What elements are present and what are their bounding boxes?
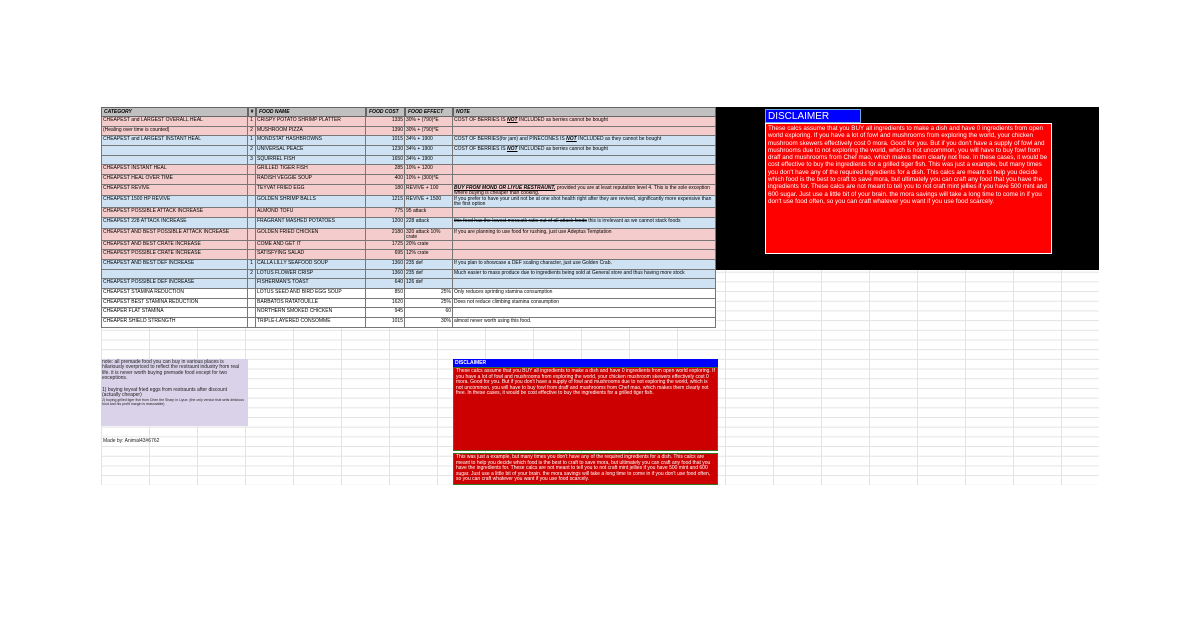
table-row <box>101 318 716 328</box>
cell-category[interactable]: CHEAPEST BEST STAMINA REDUCTION <box>101 299 248 309</box>
cell-rank[interactable] <box>248 241 256 251</box>
cell-food-cost[interactable]: 285 <box>366 165 405 175</box>
cell-food-effect[interactable]: 34% + 1900 <box>405 156 453 166</box>
cell-note[interactable] <box>453 218 716 230</box>
note-text: Only reduces sprinting stamina consumption <box>454 288 553 295</box>
cell-category[interactable]: (Healing over time is counted) <box>101 127 248 137</box>
cell-food-cost[interactable]: 775 <box>366 208 405 218</box>
note-emphasis: BUY FROM MOND OR LIYUE RESTRAUNT, <box>454 184 556 191</box>
cell-note[interactable] <box>453 196 716 208</box>
cell-rank[interactable] <box>248 185 256 197</box>
cell-category[interactable]: CHEAPEST HEAL OVER TIME <box>101 175 248 185</box>
cell-food-name[interactable]: MONDSTAT HASHBROWNS <box>256 136 366 146</box>
cell-category[interactable]: CHEAPER FLAT STAMINA <box>101 308 248 318</box>
cell-food-name[interactable]: RADISH VEGGIE SOUP <box>256 175 366 185</box>
spreadsheet-grid[interactable] <box>101 107 1099 485</box>
cell-rank[interactable] <box>248 318 256 328</box>
side-note-exception-1: 1) buying teyvat fried eggs from restraunts after discount (actually cheaper) <box>102 386 228 399</box>
header-food-effect[interactable]: FOOD EFFECT <box>405 107 453 117</box>
header-note[interactable]: NOTE <box>453 107 716 117</box>
cell-food-name[interactable]: SATISFYING SALAD <box>256 250 366 260</box>
cell-category[interactable]: CHEAPEST AND BEST POSSIBLE ATTACK INCREASE <box>101 229 248 241</box>
cell-food-effect[interactable]: 20% crate <box>405 241 453 251</box>
cell-rank[interactable] <box>248 299 256 309</box>
note-text-rest: INCLUDED as berries cannot be bought <box>517 146 608 153</box>
cell-food-cost[interactable]: 1620 <box>366 299 405 309</box>
cell-category[interactable]: CHEAPEST and LARGEST INSTANT HEAL <box>101 136 248 146</box>
cell-category[interactable]: CHEAPEST AND BEST CRATE INCREASE <box>101 241 248 251</box>
cell-food-name[interactable]: CRISPY POTATO SHRIMP PLATTER <box>256 117 366 127</box>
table-row <box>101 308 716 318</box>
cell-food-effect[interactable]: 235 def <box>405 270 453 280</box>
cell-food-name[interactable]: TEYVAT FRIED EGG <box>256 185 366 197</box>
cell-rank[interactable] <box>248 229 256 241</box>
cell-category[interactable]: CHEAPEST REVIVE <box>101 185 248 197</box>
cell-note[interactable] <box>453 279 716 289</box>
note-text: COST OF BERRIES IS <box>454 117 507 123</box>
table-row <box>101 136 716 146</box>
cell-food-name[interactable]: SQUIRREL FISH <box>256 156 366 166</box>
cell-food-name[interactable]: GOLDEN FRIED CHICKEN <box>256 229 366 241</box>
cell-rank[interactable]: 1 <box>248 117 256 127</box>
header-category[interactable]: CATEGORY <box>101 107 248 117</box>
table-row <box>101 165 716 175</box>
disclaimer-title[interactable]: DISCLAIMER <box>765 109 861 123</box>
cell-food-effect[interactable]: 126 def <box>405 279 453 289</box>
cell-food-effect[interactable]: 95 attack <box>405 208 453 218</box>
cell-category[interactable]: CHEAPEST POSSIBLE CRATE INCREASE <box>101 250 248 260</box>
cell-food-cost[interactable]: 1215 <box>366 196 405 208</box>
table-row <box>101 270 716 280</box>
cell-food-effect[interactable]: 25% <box>405 289 453 299</box>
table-row <box>101 185 716 197</box>
table-row <box>101 241 716 251</box>
cell-rank[interactable]: 2 <box>248 270 256 280</box>
cell-rank[interactable] <box>248 165 256 175</box>
cell-food-name[interactable]: BARBATOS RATATOUILLE <box>256 299 366 309</box>
cell-food-cost[interactable]: 1650 <box>366 156 405 166</box>
cell-note[interactable] <box>453 250 716 260</box>
table-row <box>101 156 716 166</box>
cell-note[interactable] <box>453 156 716 166</box>
cell-food-cost[interactable]: 1360 <box>366 260 405 270</box>
cell-rank[interactable]: 1 <box>248 136 256 146</box>
cell-rank[interactable]: 1 <box>248 260 256 270</box>
cell-food-cost[interactable]: 1015 <box>366 318 405 328</box>
cell-food-cost[interactable]: 400 <box>366 175 405 185</box>
note-emphasis: NOT <box>566 136 577 143</box>
cell-food-effect[interactable]: 30% + (790)*E <box>405 117 453 127</box>
cell-food-effect[interactable]: 10% + 1200 <box>405 165 453 175</box>
cell-food-name[interactable]: UNIVERSAL PEACE <box>256 146 366 156</box>
cell-food-effect[interactable]: 10% + (300)*E <box>405 175 453 185</box>
note-text: Does not reduce climbing stamina consumption <box>454 298 560 305</box>
cell-food-name[interactable]: GRILLED TIGER FISH <box>256 165 366 175</box>
cell-food-name[interactable]: CALLA LILLY SEAFOOD SOUP <box>256 260 366 270</box>
cell-food-cost[interactable]: 945 <box>366 308 405 318</box>
table-row <box>101 250 716 260</box>
cell-category[interactable] <box>101 146 248 156</box>
header-food-name[interactable]: FOOD NAME <box>256 107 366 117</box>
table-row <box>101 146 716 156</box>
cell-rank[interactable] <box>248 208 256 218</box>
disclaimer-2-body-2[interactable]: This was just a example, but many times you don't have any of the required ingredients for a dish. This calcs are meant to help you decide which food is the best to craft to save mora, but ultimately you can craft any food that you have the ingredients for. These calcs are not meant to tell you to not craft mint jellies if you have 500 mint and 600 sugar. Just use a little bit of your brain. the mora savings will take a long time to come in if you don't use food often, so you can craft whatever you want if you use food scarcely. <box>453 453 718 485</box>
note-struck-text: this food has the lowest mora:atk ratio out of all attack foods <box>454 217 587 224</box>
table-row <box>101 196 716 208</box>
cell-food-cost[interactable]: 1200 <box>366 218 405 230</box>
cell-rank[interactable] <box>248 289 256 299</box>
cell-note[interactable] <box>453 299 716 309</box>
cell-food-effect[interactable]: 228 attack <box>405 218 453 230</box>
cell-category[interactable]: CHEAPEST INSTANT HEAL <box>101 165 248 175</box>
cell-food-effect[interactable]: REVIVE + 100 <box>405 185 453 197</box>
cell-category[interactable]: CHEAPEST POSSIBLE DEF INCREASE <box>101 279 248 289</box>
cell-food-name[interactable]: FISHERMAN'S TOAST <box>256 279 366 289</box>
cell-food-name[interactable]: GOLDEN SHRIMP BALLS <box>256 196 366 208</box>
cell-food-effect[interactable]: 12% crate <box>405 250 453 260</box>
cell-rank[interactable] <box>248 308 256 318</box>
note-text: COST OF BERRIES(for jam) and PINECONES IS <box>454 136 567 143</box>
note-text: If you plan to showcase a DEF scaling character, just use Golden Crab. <box>454 259 612 266</box>
cell-rank[interactable] <box>248 175 256 185</box>
cell-food-effect[interactable]: 30% + (790)*E <box>405 127 453 137</box>
cell-food-cost[interactable]: 1725 <box>366 241 405 251</box>
disclaimer-body[interactable]: These calcs assume that you BUY all ingredients to make a dish and have 0 ingredients from open world exploring. If you have a lot of fowl and mushrooms from exploring the world, your chicken mushroom skewers effectively cost 0 mora. Good for you. But if you don't have a supply of fowl and mushrooms due to not exploring the world, which is not uncommon, you will have to buy fowl from draff and mushrooms from Chef mao, which makes them clearly not free. In these cases, it would be cost effective to buy the ingredients for a grilled tiger fish. This was just a example, but many times you don't have any of the required ingredients for a dish. This calcs are meant to help you decide which food is the best to craft to save mora, but ultimately you can craft any food that you have the ingredients for. These calcs are not meant to tell you to not craft mint jellies if you have 500 mint and 600 sugar. Just use a little bit of your brain. the mora savings will take a long time to come in if you don't use food often, so you can craft whatever you want if you use food scarcely. <box>765 123 1052 254</box>
disclaimer-2-body-1[interactable]: These calcs assume that you BUY all ingredients to make a dish and have 0 ingredients from open world exploring. If you have a lot of fowl and mushrooms from exploring the world, your chicken mushroom skewers effectively cost 0 mora. Good for you. But if you don't have a supply of fowl and mushrooms due to not exploring the world, which is not uncommon, you will have to buy fowl from draff and mushrooms from Chef mao, which makes them clearly not free. In these cases, it would be cost effective to buy the ingredients for a grilled tiger fish. <box>453 367 718 451</box>
cell-food-effect[interactable]: 60 <box>405 308 453 318</box>
cell-rank[interactable]: 3 <box>248 156 256 166</box>
cell-note[interactable] <box>453 117 716 127</box>
cell-category[interactable] <box>101 270 248 280</box>
side-note-exception-2: 2) buying grilled tiger fish from Chen the Sharp in Liyue. (the only vendor that sells delicious food and his profit margin is reasonable) <box>102 398 244 407</box>
cell-category[interactable] <box>101 156 248 166</box>
note-text-rest: provided you are at least reputation level 4. This is the sole exception where buying is cheaper than cooking. <box>454 184 710 196</box>
cell-rank[interactable] <box>248 279 256 289</box>
note-text-rest: INCLUDED as they cannot be bought <box>576 136 662 143</box>
cell-category[interactable]: CHEAPEST STAMINA REDUCTION <box>101 289 248 299</box>
cell-food-effect[interactable]: 34% + 1900 <box>405 136 453 146</box>
table-row <box>101 279 716 289</box>
cell-rank[interactable] <box>248 218 256 230</box>
note-emphasis: NOT <box>506 117 518 123</box>
made-by-credit: Made by: Animal43#6762 <box>103 438 160 444</box>
header-num[interactable]: # <box>248 107 256 117</box>
cell-category[interactable]: CHEAPEST POSSIBLE ATTACK INCREASE <box>101 208 248 218</box>
table-row <box>101 208 716 218</box>
cell-note[interactable] <box>453 146 716 156</box>
cell-category[interactable]: CHEAPEST and LARGEST OVERALL HEAL <box>101 117 248 127</box>
cell-food-cost[interactable]: 695 <box>366 250 405 260</box>
cell-food-effect[interactable]: 30% <box>405 318 453 328</box>
note-text: COST OF BERRIES IS <box>454 146 507 153</box>
note-text: almost never worth using this food. <box>454 318 532 324</box>
table-row <box>101 229 716 241</box>
cell-food-name[interactable]: LOTUS SEED AND BIRD EGG SOUP <box>256 289 366 299</box>
table-row <box>101 289 716 299</box>
table-row <box>101 218 716 230</box>
cell-category[interactable]: CHEAPER SHIELD STRENGTH <box>101 318 248 328</box>
food-table <box>101 117 716 328</box>
note-text-rest: this is irrelevant as we cannot stack foods <box>586 217 681 224</box>
cell-food-cost[interactable]: 1230 <box>366 146 405 156</box>
cell-category[interactable]: CHEAPEST AND BEST DEF INCREASE <box>101 260 248 270</box>
note-text: Much easier to mass produce due to ingredients being sold at General store and thus having more stock <box>454 269 685 276</box>
cell-rank[interactable] <box>248 250 256 260</box>
cell-food-effect[interactable]: 25% <box>405 299 453 309</box>
cell-food-effect[interactable]: 34% + 1900 <box>405 146 453 156</box>
cell-note[interactable] <box>453 165 716 175</box>
cell-food-name[interactable]: TRIPLE-LAYERED CONSOMME <box>256 318 366 328</box>
cell-category[interactable]: CHEAPEST 228 ATTACK INCREASE <box>101 218 248 230</box>
cell-food-cost[interactable]: 1015 <box>366 136 405 146</box>
cell-note[interactable] <box>453 127 716 137</box>
table-row <box>101 117 716 127</box>
side-note[interactable] <box>101 359 248 426</box>
cell-note[interactable] <box>453 185 716 197</box>
cell-category[interactable]: CHEAPEST 1500 HP REVIVE <box>101 196 248 208</box>
note-text-rest: INCLUDED as berries cannot be bought <box>517 117 608 123</box>
note-emphasis: NOT <box>506 146 518 153</box>
cell-food-name[interactable]: FRAGRANT MASHED POTATOES <box>256 218 366 230</box>
table-row <box>101 175 716 185</box>
disclaimer-2-title[interactable]: DISCLAIMER <box>453 359 718 367</box>
table-row <box>101 260 716 270</box>
cell-note[interactable] <box>453 136 716 146</box>
cell-rank[interactable]: 2 <box>248 127 256 137</box>
cell-food-cost[interactable]: 1360 <box>366 270 405 280</box>
note-text: If you are planning to use food for rushing, just use Adeptus Temptation <box>454 229 612 235</box>
cell-note[interactable] <box>453 241 716 251</box>
cell-food-cost[interactable]: 1335 <box>366 117 405 127</box>
cell-food-effect[interactable]: 235 def <box>405 260 453 270</box>
cell-food-effect[interactable]: REVIVE + 1500 <box>405 196 453 208</box>
cell-food-cost[interactable]: 180 <box>366 185 405 197</box>
cell-food-name[interactable]: LOTUS FLOWER CRISP <box>256 270 366 280</box>
cell-food-name[interactable]: ALMOND TOFU <box>256 208 366 218</box>
cell-food-cost[interactable]: 640 <box>366 279 405 289</box>
cell-food-name[interactable]: COME AND GET IT <box>256 241 366 251</box>
cell-note[interactable] <box>453 229 716 241</box>
table-row <box>101 127 716 137</box>
cell-note[interactable] <box>453 208 716 218</box>
cell-food-cost[interactable]: 1390 <box>366 127 405 137</box>
header-row <box>101 107 716 117</box>
note-text: If you prefer to have your unit not be at one shot health right after they are revived, significantly more expensive than the first option <box>454 196 712 208</box>
cell-note[interactable] <box>453 318 716 328</box>
cell-rank[interactable]: 2 <box>248 146 256 156</box>
cell-note[interactable] <box>453 270 716 280</box>
cell-food-cost[interactable]: 850 <box>366 289 405 299</box>
side-note-intro: note: all premade food you can buy in various places is hilariously overpriced to reflect the restraunt industry from real life. it is never worth buying premade food except for two exceptions. <box>102 359 240 382</box>
cell-rank[interactable] <box>248 196 256 208</box>
table-row <box>101 299 716 309</box>
cell-food-effect[interactable]: 320 attack 10% crate <box>405 229 453 241</box>
cell-note[interactable] <box>453 260 716 270</box>
cell-food-name[interactable]: NORTHERN SMOKED CHICKEN <box>256 308 366 318</box>
header-food-cost[interactable]: FOOD COST <box>366 107 405 117</box>
cell-note[interactable] <box>453 289 716 299</box>
cell-note[interactable] <box>453 308 716 318</box>
cell-food-cost[interactable]: 2180 <box>366 229 405 241</box>
cell-note[interactable] <box>453 175 716 185</box>
cell-food-name[interactable]: MUSHROOM PIZZA <box>256 127 366 137</box>
